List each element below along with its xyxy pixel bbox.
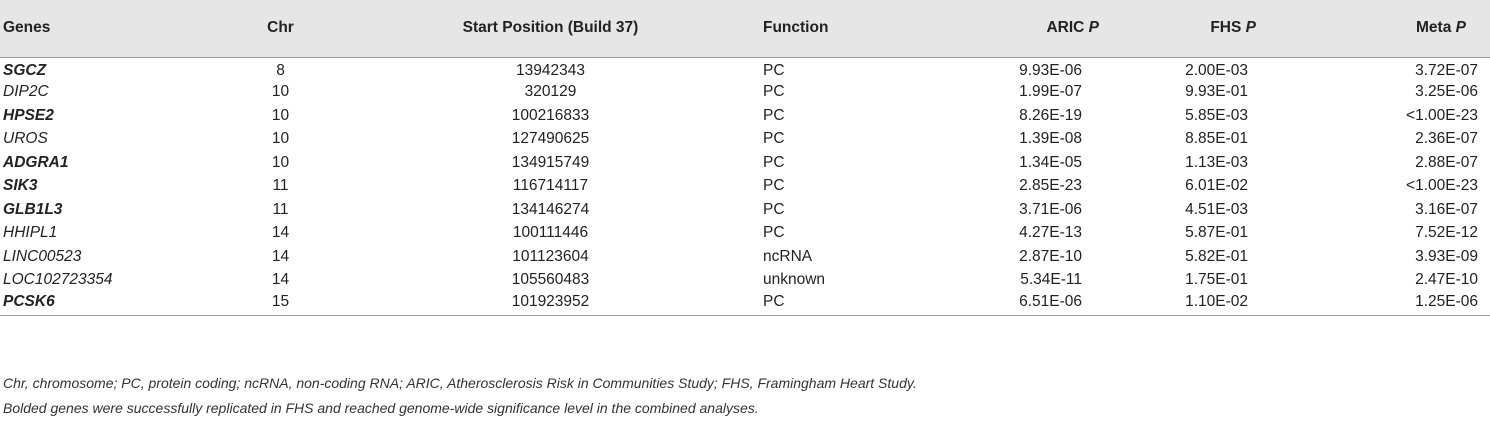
fhs-p-cell-value: 9.93E-01	[1185, 83, 1248, 101]
fhs-p-cell	[1148, 81, 1298, 105]
function-cell: ncRNA	[763, 247, 813, 265]
aric-p-cell-value: 6.51E-06	[1019, 293, 1082, 310]
aric-p-cell	[988, 104, 1148, 128]
fhs-p-cell-value: 4.51E-03	[1185, 200, 1248, 218]
start-position-cell: 127490625	[511, 130, 590, 148]
fhs-p-cell	[1148, 269, 1298, 293]
table-row	[0, 104, 1490, 128]
gene-cell: LOC102723354	[3, 271, 113, 289]
footnote-bold-note: Bolded genes were successfully replicated in FHS and reached genome-wide significance level in the combined analyses.	[3, 400, 759, 416]
aric-p-cell-value: 1.39E-08	[1019, 130, 1082, 148]
header-function: Function	[748, 0, 988, 57]
aric-p-cell	[988, 198, 1148, 222]
fhs-p-cell	[1148, 198, 1298, 222]
function-cell: PC	[763, 177, 785, 195]
function-cell: PC	[763, 62, 785, 79]
aric-p-cell	[988, 222, 1148, 246]
meta-p-cell: 3.93E-09	[1415, 247, 1478, 265]
fhs-p-cell	[1148, 57, 1298, 81]
fhs-p-cell	[1148, 128, 1298, 152]
chr-cell: 15	[208, 292, 353, 316]
aric-p-cell-value: 9.93E-06	[1019, 62, 1082, 79]
fhs-p-cell	[1148, 245, 1298, 269]
header-aric-p	[988, 0, 1148, 57]
header-aric-label: ARIC	[1046, 19, 1085, 37]
meta-p-cell: <1.00E-23	[1406, 106, 1478, 124]
fhs-p-cell-value: 5.85E-03	[1185, 106, 1248, 124]
function-cell: PC	[763, 224, 785, 242]
start-position-cell: 13942343	[516, 62, 585, 79]
table-row	[0, 175, 1490, 199]
header-fhs-p-symbol: P	[1245, 19, 1256, 37]
start-position-cell: 100111446	[512, 224, 589, 242]
table-row	[0, 269, 1490, 293]
fhs-p-cell-value: 1.10E-02	[1185, 293, 1248, 310]
meta-p-cell: 3.16E-07	[1415, 200, 1478, 218]
chr-cell: 10	[271, 130, 290, 148]
aric-p-cell-value: 5.34E-11	[1020, 271, 1082, 289]
fhs-p-cell-value: 6.01E-02	[1185, 177, 1248, 195]
meta-p-cell: <1.00E-23	[1406, 177, 1478, 195]
function-cell: PC	[763, 83, 785, 101]
start-position-cell: 101923952	[353, 292, 748, 316]
header-aric-p-symbol: P	[1088, 19, 1099, 37]
aric-p-cell	[988, 292, 1148, 316]
table-header	[0, 0, 1490, 57]
function-cell: PC	[763, 153, 785, 171]
header-fhs-p	[1148, 0, 1298, 57]
gene-cell: HHIPL1	[3, 224, 58, 242]
chr-cell: 11	[272, 177, 289, 195]
gene-cell: SIK3	[3, 177, 38, 195]
header-meta-p	[1298, 0, 1490, 57]
meta-p-cell: 2.88E-07	[1415, 153, 1478, 171]
start-position-cell: 134146274	[511, 200, 590, 218]
function-cell: PC	[763, 130, 785, 148]
table-row	[0, 151, 1490, 175]
start-position-cell: 116714117	[512, 177, 589, 195]
aric-p-cell	[988, 245, 1148, 269]
meta-p-cell: 1.25E-06	[1298, 292, 1490, 316]
start-position-cell: 105560483	[511, 271, 590, 289]
fhs-p-cell	[1148, 175, 1298, 199]
aric-p-cell	[988, 81, 1148, 105]
table-row	[0, 222, 1490, 246]
header-row	[0, 0, 1490, 57]
chr-cell: 14	[271, 271, 290, 289]
header-fhs-label: FHS	[1210, 19, 1242, 37]
aric-p-cell	[988, 269, 1148, 293]
start-position-cell: 100216833	[511, 106, 590, 124]
meta-p-cell: 2.36E-07	[1415, 130, 1478, 148]
header-genes: Genes	[0, 0, 208, 57]
gene-cell: GLB1L3	[3, 200, 63, 218]
aric-p-cell-value: 1.34E-05	[1019, 153, 1082, 171]
aric-p-cell	[988, 57, 1148, 81]
footnote-abbreviations: Chr, chromosome; PC, protein coding; ncRNA, non-coding RNA; ARIC, Atherosclerosis Risk in Communities Study; FHS, Framingham Heart Study.	[3, 375, 917, 391]
start-position-cell: 101123604	[512, 247, 589, 265]
fhs-p-cell-value: 5.87E-01	[1185, 224, 1248, 242]
fhs-p-cell	[1148, 292, 1298, 316]
aric-p-cell-value: 2.85E-23	[1019, 177, 1082, 195]
fhs-p-cell	[1148, 151, 1298, 175]
aric-p-cell	[988, 151, 1148, 175]
function-cell: PC	[763, 106, 785, 124]
meta-p-cell: 3.72E-07	[1415, 62, 1478, 79]
table-footnotes	[3, 371, 917, 421]
meta-p-cell: 3.25E-06	[1415, 83, 1478, 101]
fhs-p-cell-value: 5.82E-01	[1185, 247, 1248, 265]
function-cell: PC	[748, 292, 988, 316]
header-meta-p-symbol: P	[1455, 19, 1466, 37]
table-row	[0, 245, 1490, 269]
gene-cell: ADGRA1	[3, 153, 69, 171]
table-row	[0, 128, 1490, 152]
fhs-p-cell	[1148, 104, 1298, 128]
function-cell: PC	[763, 200, 785, 218]
aric-p-cell-value: 1.99E-07	[1019, 83, 1082, 101]
aric-p-cell	[988, 175, 1148, 199]
gene-cell: DIP2C	[3, 83, 49, 101]
fhs-p-cell-value: 2.00E-03	[1185, 62, 1248, 79]
fhs-p-cell-value: 8.85E-01	[1185, 130, 1248, 148]
chr-cell: 11	[272, 200, 289, 218]
chr-cell: 10	[271, 83, 290, 101]
header-chr: Chr	[208, 0, 353, 57]
aric-p-cell-value: 8.26E-19	[1019, 106, 1082, 124]
function-cell: unknown	[763, 271, 826, 289]
chr-cell: 14	[271, 224, 290, 242]
chr-cell: 10	[271, 153, 290, 171]
gene-cell: UROS	[3, 130, 48, 148]
gene-cell: SGCZ	[3, 62, 47, 79]
gene-cell: PCSK6	[0, 292, 208, 316]
gene-cell: LINC00523	[3, 247, 82, 265]
fhs-p-cell	[1148, 222, 1298, 246]
fhs-p-cell-value: 1.75E-01	[1185, 271, 1248, 289]
header-meta-label: Meta	[1416, 19, 1452, 37]
chr-cell: 14	[271, 247, 290, 265]
gene-cell: HPSE2	[3, 106, 54, 124]
fhs-p-cell-value: 1.13E-03	[1185, 153, 1248, 171]
aric-p-cell-value: 2.87E-10	[1019, 247, 1082, 265]
aric-p-cell-value: 4.27E-13	[1019, 224, 1082, 242]
header-start-position: Start Position (Build 37)	[353, 0, 748, 57]
start-position-cell: 320129	[524, 83, 577, 101]
table-row	[0, 57, 1490, 81]
aric-p-cell-value: 3.71E-06	[1019, 200, 1082, 218]
meta-p-cell: 2.47E-10	[1415, 271, 1478, 289]
aric-p-cell	[988, 128, 1148, 152]
chr-cell: 10	[271, 106, 290, 124]
chr-cell: 8	[276, 62, 285, 79]
table-row	[0, 81, 1490, 105]
start-position-cell: 134915749	[511, 153, 590, 171]
meta-p-cell: 7.52E-12	[1415, 224, 1478, 242]
table-row	[0, 292, 1490, 316]
table-body	[0, 57, 1490, 316]
table-row	[0, 198, 1490, 222]
